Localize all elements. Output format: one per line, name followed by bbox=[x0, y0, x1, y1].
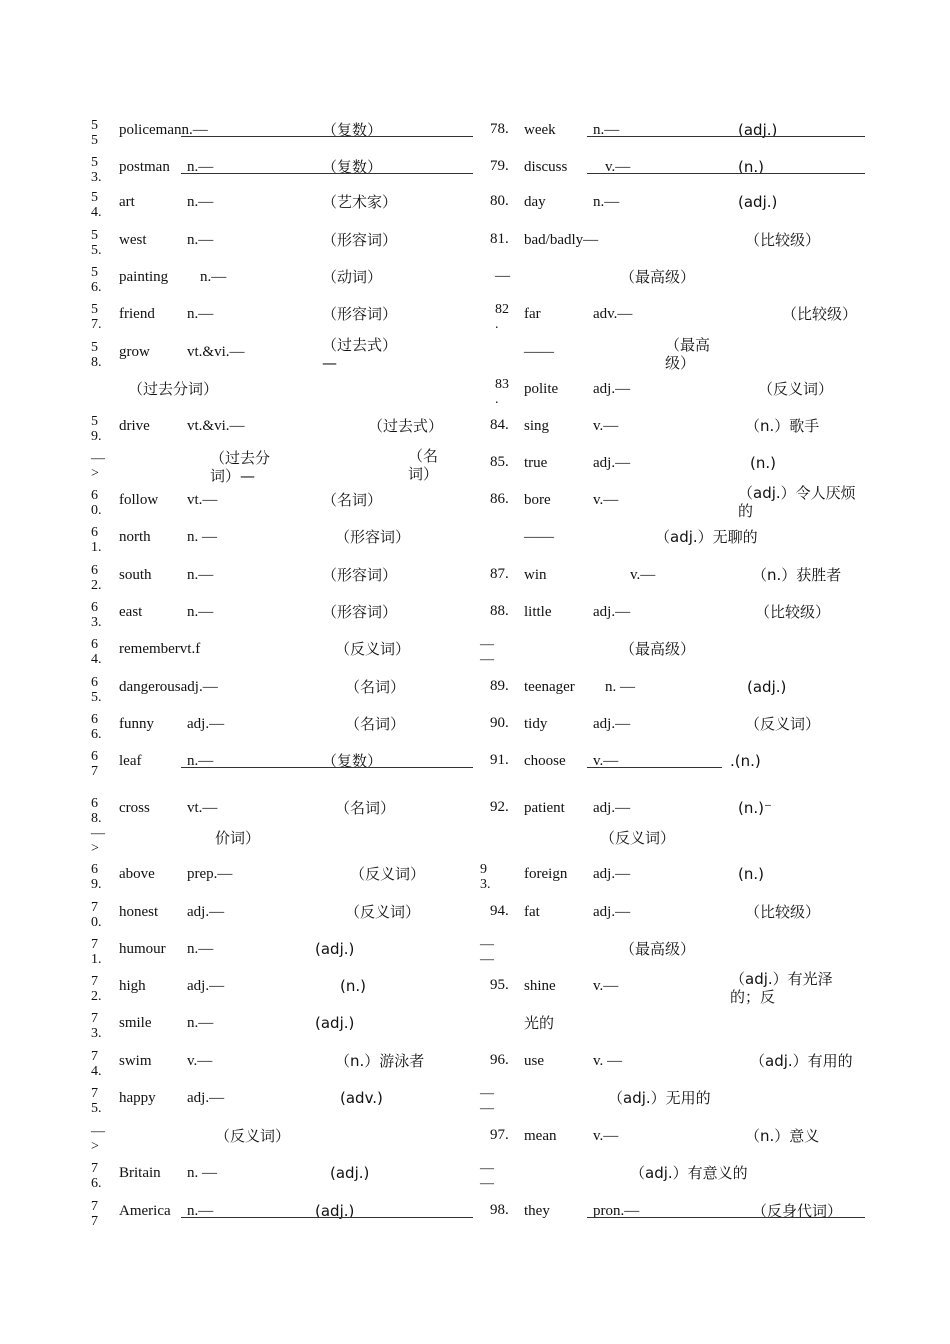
vocab-row bbox=[475, 484, 950, 524]
hint-label: （反身代词） bbox=[752, 1202, 843, 1220]
headword: happy bbox=[119, 1090, 156, 1106]
part-of-speech: adj.— bbox=[187, 716, 225, 732]
part-of-speech: adj.— bbox=[593, 800, 631, 816]
part-of-speech: vt.&vi.— bbox=[187, 418, 245, 434]
part-of-speech: adj.— bbox=[593, 904, 631, 920]
vocab-row bbox=[0, 1161, 475, 1197]
headword: true bbox=[524, 455, 548, 471]
vocab-row bbox=[475, 1086, 950, 1122]
hint-label: （反义词） bbox=[758, 380, 834, 398]
headword: discuss bbox=[524, 159, 568, 175]
headword: sing bbox=[524, 418, 550, 434]
item-number: — — bbox=[480, 637, 494, 667]
item-number: 6 5. bbox=[91, 675, 102, 705]
item-number: 6 8. bbox=[91, 796, 102, 826]
vocab-row bbox=[0, 1199, 475, 1235]
hint-label: （n.）获胜者 bbox=[752, 566, 842, 584]
answer-blank-line bbox=[181, 173, 473, 174]
headword: swim bbox=[119, 1053, 152, 1069]
vocab-row bbox=[475, 118, 950, 154]
hint-label: （名词） bbox=[345, 715, 406, 733]
vocab-row bbox=[475, 451, 950, 487]
hint-label: （n.）游泳者 bbox=[335, 1052, 425, 1070]
vocab-row bbox=[0, 155, 475, 191]
hint-label: （动词） bbox=[322, 268, 383, 286]
hint-label: （过去分词） bbox=[128, 380, 219, 398]
item-number: 5 5 bbox=[91, 118, 98, 148]
vocab-row bbox=[475, 525, 950, 561]
item-number: 80. bbox=[490, 193, 509, 209]
headword: painting bbox=[119, 269, 169, 285]
item-number: — bbox=[495, 268, 510, 284]
hint-label: （复数） bbox=[322, 121, 383, 139]
part-of-speech: v. — bbox=[593, 1053, 623, 1069]
hint-label: （名词） bbox=[345, 678, 406, 696]
headword: teenager bbox=[524, 679, 575, 695]
item-number: 85. bbox=[490, 454, 509, 470]
part-of-speech: n.— bbox=[593, 194, 620, 210]
item-number: — — bbox=[480, 937, 494, 967]
item-number: 7 2. bbox=[91, 974, 102, 1004]
headword: bore bbox=[524, 492, 551, 508]
hint-label: （adj.）令人厌烦的 bbox=[738, 484, 856, 520]
headword: foreign bbox=[524, 866, 568, 882]
part-of-speech: v.— bbox=[593, 418, 619, 434]
right-column bbox=[475, 0, 950, 1344]
part-of-speech: prep.— bbox=[187, 866, 233, 882]
item-number: 6 2. bbox=[91, 563, 102, 593]
vocab-row bbox=[0, 749, 475, 785]
part-of-speech: v.— bbox=[630, 567, 656, 583]
hint-label: （最高级） bbox=[620, 268, 696, 286]
vocab-row bbox=[475, 862, 950, 898]
item-number: 84. bbox=[490, 417, 509, 433]
hint-label: （最高级） bbox=[665, 336, 711, 372]
vocab-row bbox=[0, 1124, 475, 1160]
hint-label: (adj.) bbox=[315, 1202, 355, 1220]
headword: friend bbox=[119, 306, 155, 322]
headword: shine bbox=[524, 978, 556, 994]
item-number: 6 6. bbox=[91, 712, 102, 742]
item-number: 5 7. bbox=[91, 302, 102, 332]
part-of-speech: n. — bbox=[187, 1165, 217, 1181]
vocab-row bbox=[475, 1199, 950, 1235]
vocab-row bbox=[475, 414, 950, 450]
headword: dangerousadj.— bbox=[119, 679, 218, 695]
hint-label: (adj.) bbox=[738, 121, 778, 139]
answer-blank-line bbox=[181, 767, 473, 768]
item-number: 5 9. bbox=[91, 414, 102, 444]
vocab-row bbox=[0, 826, 475, 862]
hint-label: (n.) bbox=[340, 977, 366, 995]
item-number: 5 8. bbox=[91, 340, 102, 370]
vocab-row bbox=[0, 937, 475, 973]
headword: policemann.— bbox=[119, 122, 208, 138]
vocab-row bbox=[0, 377, 475, 413]
vocab-row bbox=[0, 637, 475, 673]
vocab-row bbox=[0, 118, 475, 154]
vocab-row bbox=[0, 488, 475, 524]
vocab-row bbox=[475, 826, 950, 862]
part-of-speech: n. — bbox=[187, 529, 217, 545]
item-number: — > bbox=[91, 1124, 105, 1154]
item-number: 89. bbox=[490, 678, 509, 694]
headword: postman bbox=[119, 159, 170, 175]
vocab-row bbox=[0, 600, 475, 636]
answer-blank-line bbox=[587, 136, 865, 137]
hint-label: （adj.）有光泽的；反 bbox=[730, 970, 833, 1006]
item-number: — — bbox=[480, 1161, 494, 1191]
answer-blank-line bbox=[181, 136, 473, 137]
item-number: 96. bbox=[490, 1052, 509, 1068]
vocab-row bbox=[475, 749, 950, 785]
headword: east bbox=[119, 604, 143, 620]
hint-label: (adj.) bbox=[315, 1014, 355, 1032]
headword: cross bbox=[119, 800, 150, 816]
item-number: 6 7 bbox=[91, 749, 98, 779]
headword: little bbox=[524, 604, 552, 620]
item-number: 6 9. bbox=[91, 862, 102, 892]
item-number: 5 6. bbox=[91, 265, 102, 295]
part-of-speech: 价词） bbox=[215, 829, 261, 847]
item-number: 92. bbox=[490, 799, 509, 815]
item-number: 6 4. bbox=[91, 637, 102, 667]
item-number: 78. bbox=[490, 121, 509, 137]
headword: —— bbox=[524, 529, 554, 545]
headword: smile bbox=[119, 1015, 152, 1031]
part-of-speech: （过去分词）— bbox=[210, 449, 271, 485]
answer-blank-line bbox=[181, 1217, 473, 1218]
item-number: 82 . bbox=[495, 302, 509, 332]
part-of-speech: vt.&vi.— bbox=[187, 344, 245, 360]
headword: 光的 bbox=[524, 1014, 555, 1032]
hint-label: （复数） bbox=[322, 752, 383, 770]
hint-label: （艺术家） bbox=[322, 193, 398, 211]
answer-blank-line bbox=[587, 1217, 865, 1218]
item-number: 83 . bbox=[495, 377, 509, 407]
hint-label: （反义词） bbox=[350, 865, 426, 883]
hint-label: (n.)⁻ bbox=[738, 799, 772, 817]
headword: high bbox=[119, 978, 146, 994]
item-number: 91. bbox=[490, 752, 509, 768]
headword: polite bbox=[524, 381, 559, 397]
headword: humour bbox=[119, 941, 166, 957]
headword: fat bbox=[524, 904, 540, 920]
vocab-row bbox=[0, 563, 475, 599]
part-of-speech: n.— bbox=[593, 122, 620, 138]
headword: tidy bbox=[524, 716, 548, 732]
hint-label: （比较级） bbox=[745, 231, 821, 249]
part-of-speech: n.— bbox=[187, 194, 214, 210]
item-number: 7 0. bbox=[91, 900, 102, 930]
hint-label: （形容词） bbox=[322, 566, 398, 584]
hint-label: .(n.) bbox=[730, 752, 761, 770]
headword: honest bbox=[119, 904, 159, 920]
part-of-speech: adj.— bbox=[187, 1090, 225, 1106]
vocab-row bbox=[475, 600, 950, 636]
headword: day bbox=[524, 194, 546, 210]
hint-label: （形容词） bbox=[322, 603, 398, 621]
part-of-speech: n.— bbox=[187, 1203, 214, 1219]
part-of-speech: adj.— bbox=[593, 604, 631, 620]
vocab-row bbox=[475, 637, 950, 673]
hint-label: （名词） bbox=[408, 447, 439, 483]
hint-label: （反义词） bbox=[600, 829, 676, 847]
part-of-speech: v.— bbox=[593, 753, 619, 769]
vocab-row bbox=[0, 1086, 475, 1122]
headword: drive bbox=[119, 418, 150, 434]
headword: America bbox=[119, 1203, 171, 1219]
part-of-speech: n.— bbox=[187, 232, 214, 248]
vocab-row bbox=[0, 336, 475, 376]
part-of-speech: vt.— bbox=[187, 800, 218, 816]
headword: choose bbox=[524, 753, 566, 769]
vocab-row bbox=[0, 712, 475, 748]
vocab-row bbox=[475, 1161, 950, 1197]
hint-label: （反义词） bbox=[745, 715, 821, 733]
vocab-row bbox=[475, 970, 950, 1010]
headword: week bbox=[524, 122, 556, 138]
hint-label: (n.) bbox=[738, 865, 764, 883]
headword: north bbox=[119, 529, 151, 545]
hint-label: (n.) bbox=[750, 454, 776, 472]
item-number: 7 5. bbox=[91, 1086, 102, 1116]
vocab-row bbox=[475, 900, 950, 936]
hint-label: （名词） bbox=[335, 799, 396, 817]
headword: remembervt.f bbox=[119, 641, 201, 657]
item-number: 7 3. bbox=[91, 1011, 102, 1041]
vocab-row bbox=[475, 228, 950, 264]
headword: bad/badly— bbox=[524, 232, 599, 248]
hint-label: （过去式）— bbox=[322, 336, 398, 372]
hint-label: （adj.）无用的 bbox=[608, 1089, 711, 1107]
item-number: — > bbox=[91, 451, 105, 481]
headword: leaf bbox=[119, 753, 142, 769]
part-of-speech: adj.— bbox=[593, 716, 631, 732]
headword: art bbox=[119, 194, 135, 210]
hint-label: (adv.) bbox=[340, 1089, 383, 1107]
part-of-speech: adj.— bbox=[187, 978, 225, 994]
part-of-speech: v.— bbox=[605, 159, 631, 175]
hint-label: (adj.) bbox=[330, 1164, 370, 1182]
item-number: 97. bbox=[490, 1127, 509, 1143]
part-of-speech: adj.— bbox=[593, 866, 631, 882]
item-number: 7 4. bbox=[91, 1049, 102, 1079]
vocab-row bbox=[475, 190, 950, 226]
hint-label: （最高级） bbox=[620, 940, 696, 958]
hint-label: （比较级） bbox=[755, 603, 831, 621]
hint-label: （adj.）有用的 bbox=[750, 1052, 853, 1070]
headword: —— bbox=[524, 344, 554, 360]
vocab-row bbox=[0, 414, 475, 450]
hint-label: （n.）意义 bbox=[745, 1127, 820, 1145]
headword: Britain bbox=[119, 1165, 161, 1181]
vocab-row bbox=[0, 265, 475, 301]
item-number: 5 3. bbox=[91, 155, 102, 185]
hint-label: （比较级） bbox=[782, 305, 858, 323]
item-number: 98. bbox=[490, 1202, 509, 1218]
hint-label: （形容词） bbox=[322, 305, 398, 323]
vocab-row bbox=[0, 862, 475, 898]
item-number: 79. bbox=[490, 158, 509, 174]
headword: funny bbox=[119, 716, 154, 732]
part-of-speech: n.— bbox=[187, 604, 214, 620]
vocab-row bbox=[475, 937, 950, 973]
vocab-row bbox=[475, 336, 950, 376]
headword: south bbox=[119, 567, 152, 583]
vocab-row bbox=[475, 265, 950, 301]
item-number: 6 0. bbox=[91, 488, 102, 518]
part-of-speech: v.— bbox=[593, 492, 619, 508]
item-number: 5 4. bbox=[91, 190, 102, 220]
vocab-row bbox=[0, 447, 475, 487]
vocab-row bbox=[0, 900, 475, 936]
part-of-speech: n. — bbox=[605, 679, 635, 695]
part-of-speech: v.— bbox=[187, 1053, 213, 1069]
hint-label: （比较级） bbox=[745, 903, 821, 921]
part-of-speech: adj.— bbox=[593, 455, 631, 471]
hint-label: （复数） bbox=[322, 158, 383, 176]
headword: mean bbox=[524, 1128, 557, 1144]
hint-label: (adj.) bbox=[747, 678, 787, 696]
vocab-row bbox=[475, 1011, 950, 1047]
item-number: 6 1. bbox=[91, 525, 102, 555]
item-number: 9 3. bbox=[480, 862, 491, 892]
item-number: 95. bbox=[490, 977, 509, 993]
part-of-speech: n.— bbox=[187, 567, 214, 583]
vocab-row bbox=[0, 974, 475, 1010]
part-of-speech: pron.— bbox=[593, 1203, 640, 1219]
headword: they bbox=[524, 1203, 550, 1219]
hint-label: (n.) bbox=[738, 158, 764, 176]
part-of-speech: n.— bbox=[187, 1015, 214, 1031]
answer-blank-line bbox=[587, 767, 722, 768]
item-number: 94. bbox=[490, 903, 509, 919]
vocab-row bbox=[0, 525, 475, 561]
item-number: 7 1. bbox=[91, 937, 102, 967]
item-number: — > bbox=[91, 826, 105, 856]
headword: grow bbox=[119, 344, 150, 360]
item-number: — — bbox=[480, 1086, 494, 1116]
part-of-speech: v.— bbox=[593, 1128, 619, 1144]
vocab-row bbox=[475, 1124, 950, 1160]
hint-label: (adj.) bbox=[738, 193, 778, 211]
item-number: 7 6. bbox=[91, 1161, 102, 1191]
vocab-row bbox=[0, 228, 475, 264]
hint-label: （反义词） bbox=[335, 640, 411, 658]
vocab-row bbox=[0, 1011, 475, 1047]
hint-label: (adj.) bbox=[315, 940, 355, 958]
hint-label: （名词） bbox=[322, 491, 383, 509]
vocab-row bbox=[475, 675, 950, 711]
vocab-row bbox=[475, 377, 950, 413]
hint-label: （形容词） bbox=[322, 231, 398, 249]
item-number: 6 3. bbox=[91, 600, 102, 630]
vocab-row bbox=[0, 1049, 475, 1085]
headword: far bbox=[524, 306, 541, 322]
vocab-row bbox=[475, 563, 950, 599]
hint-label: （最高级） bbox=[620, 640, 696, 658]
vocab-row bbox=[0, 302, 475, 338]
headword: patient bbox=[524, 800, 565, 816]
part-of-speech: n.— bbox=[187, 753, 214, 769]
item-number: 90. bbox=[490, 715, 509, 731]
hint-label: （n.）歌手 bbox=[745, 417, 820, 435]
part-of-speech: n.— bbox=[187, 306, 214, 322]
vocab-row bbox=[475, 1049, 950, 1085]
hint-label: （adj.）有意义的 bbox=[630, 1164, 748, 1182]
vocab-row bbox=[475, 155, 950, 191]
headword: use bbox=[524, 1053, 544, 1069]
headword: follow bbox=[119, 492, 159, 508]
item-number: 87. bbox=[490, 566, 509, 582]
part-of-speech: v.— bbox=[593, 978, 619, 994]
vocab-row bbox=[475, 712, 950, 748]
item-number: 81. bbox=[490, 231, 509, 247]
vocab-row bbox=[475, 302, 950, 338]
part-of-speech: n.— bbox=[187, 159, 214, 175]
item-number: 88. bbox=[490, 603, 509, 619]
hint-label: （过去式） bbox=[368, 417, 444, 435]
part-of-speech: adj.— bbox=[593, 381, 631, 397]
answer-blank-line bbox=[587, 173, 865, 174]
hint-label: （adj.）无聊的 bbox=[655, 528, 758, 546]
item-number: 7 7 bbox=[91, 1199, 98, 1229]
part-of-speech: n.— bbox=[200, 269, 227, 285]
part-of-speech: adv.— bbox=[593, 306, 633, 322]
headword: above bbox=[119, 866, 155, 882]
vocab-row bbox=[0, 675, 475, 711]
part-of-speech: n.— bbox=[187, 941, 214, 957]
headword: win bbox=[524, 567, 547, 583]
item-number: 86. bbox=[490, 491, 509, 507]
hint-label: （形容词） bbox=[335, 528, 411, 546]
hint-label: （反义词） bbox=[345, 903, 421, 921]
part-of-speech: adj.— bbox=[187, 904, 225, 920]
part-of-speech: （反义词） bbox=[215, 1127, 291, 1145]
vocab-row bbox=[0, 190, 475, 226]
item-number: 5 5. bbox=[91, 228, 102, 258]
headword: west bbox=[119, 232, 147, 248]
part-of-speech: vt.— bbox=[187, 492, 218, 508]
